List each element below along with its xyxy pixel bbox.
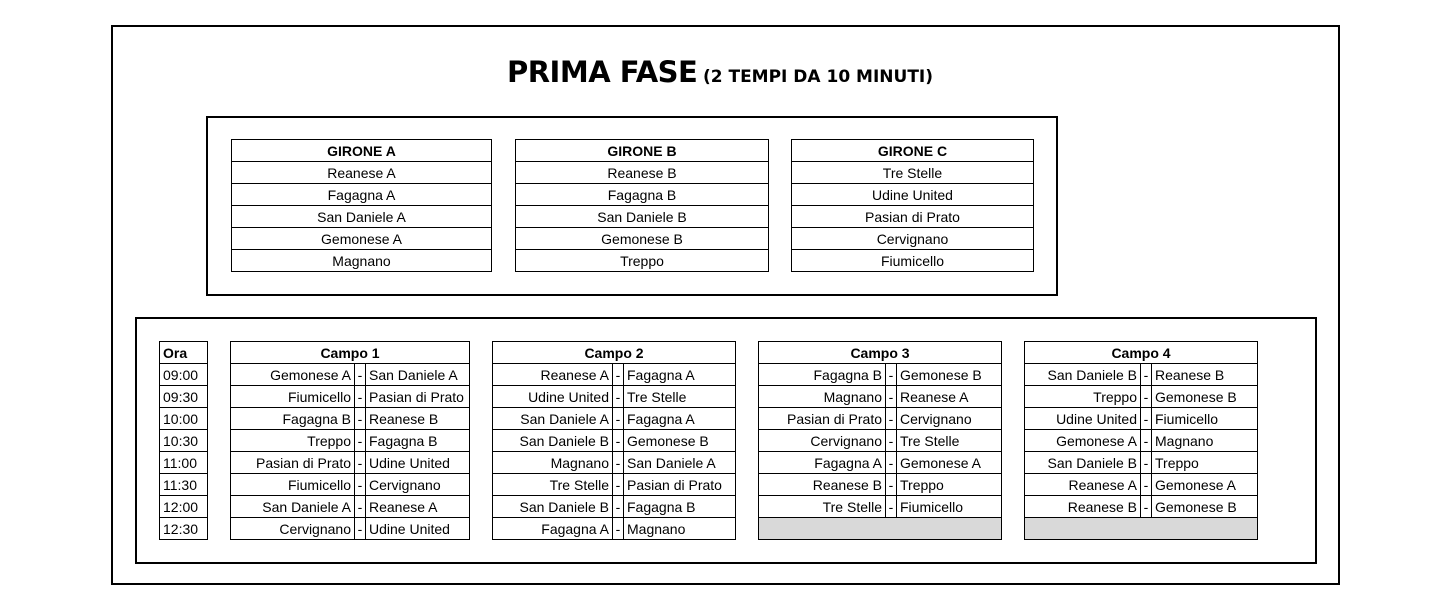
schedule-row — [160, 518, 1258, 540]
home-team: San Daniele B — [493, 496, 613, 518]
home-team: Reanese A — [493, 364, 613, 386]
match-separator: - — [1141, 452, 1152, 474]
home-team: Reanese B — [759, 474, 886, 496]
match-separator: - — [613, 386, 624, 408]
match-separator: - — [613, 474, 624, 496]
home-team: Pasian di Prato — [231, 452, 355, 474]
away-team: Gemonese B — [624, 430, 736, 452]
ora-header: Ora — [160, 342, 208, 364]
match-separator: - — [355, 496, 366, 518]
home-team: Pasian di Prato — [759, 408, 886, 430]
away-team: Cervignano — [897, 408, 1002, 430]
schedule-row — [160, 430, 1258, 452]
home-team: San Daniele B — [493, 430, 613, 452]
title-sub: (2 TEMPI DA 10 MINUTI) — [702, 67, 934, 87]
away-team: Fagagna B — [366, 430, 470, 452]
time-cell: 11:30 — [160, 474, 208, 496]
match-separator: - — [355, 408, 366, 430]
away-team: Fiumicello — [1152, 408, 1258, 430]
time-cell: 12:30 — [160, 518, 208, 540]
team-cell: San Daniele B — [516, 206, 769, 228]
away-team: Pasian di Prato — [366, 386, 470, 408]
away-team: Fagagna B — [624, 496, 736, 518]
match-separator: - — [613, 408, 624, 430]
match-separator: - — [886, 474, 897, 496]
title-main: PRIMA FASE — [506, 55, 698, 89]
home-team: Fiumicello — [231, 474, 355, 496]
team-cell: Tre Stelle — [792, 162, 1034, 184]
match-separator: - — [613, 364, 624, 386]
away-team: Treppo — [897, 474, 1002, 496]
time-cell: 10:00 — [160, 408, 208, 430]
away-team: Fiumicello — [897, 496, 1002, 518]
match-separator: - — [1141, 474, 1152, 496]
match-separator: - — [613, 452, 624, 474]
match-separator: - — [886, 430, 897, 452]
team-cell: San Daniele A — [232, 206, 492, 228]
home-team: Cervignano — [759, 430, 886, 452]
away-team: Magnano — [624, 518, 736, 540]
girone-table — [231, 139, 492, 272]
match-separator: - — [886, 408, 897, 430]
match-separator: - — [355, 430, 366, 452]
home-team: Fiumicello — [231, 386, 355, 408]
home-team: Fagagna B — [231, 408, 355, 430]
home-team: Fagagna A — [759, 452, 886, 474]
match-separator: - — [613, 430, 624, 452]
match-separator: - — [355, 518, 366, 540]
team-cell: Fagagna A — [232, 184, 492, 206]
schedule-table — [159, 341, 1258, 540]
empty-slot — [759, 518, 1002, 540]
home-team: Treppo — [231, 430, 355, 452]
girone-title: GIRONE B — [516, 140, 769, 162]
match-separator: - — [886, 452, 897, 474]
home-team: Tre Stelle — [759, 496, 886, 518]
team-cell: Fiumicello — [792, 250, 1034, 272]
away-team: Gemonese A — [1152, 474, 1258, 496]
page-title — [0, 55, 1440, 89]
home-team: Treppo — [1025, 386, 1141, 408]
match-separator: - — [355, 474, 366, 496]
home-team: Udine United — [493, 386, 613, 408]
team-cell: Fagagna B — [516, 184, 769, 206]
match-separator: - — [1141, 408, 1152, 430]
away-team: San Daniele A — [366, 364, 470, 386]
home-team: Reanese B — [1025, 496, 1141, 518]
match-separator: - — [1141, 496, 1152, 518]
away-team: Magnano — [1152, 430, 1258, 452]
team-cell: Gemonese B — [516, 228, 769, 250]
home-team: Fagagna B — [759, 364, 886, 386]
away-team: Reanese B — [1152, 364, 1258, 386]
away-team: Fagagna A — [624, 408, 736, 430]
schedule-row — [160, 496, 1258, 518]
home-team: Tre Stelle — [493, 474, 613, 496]
empty-slot — [1025, 518, 1258, 540]
match-separator: - — [613, 496, 624, 518]
schedule-row — [160, 452, 1258, 474]
team-cell: Magnano — [232, 250, 492, 272]
campo-4-header: Campo 4 — [1025, 342, 1258, 364]
away-team: Udine United — [366, 452, 470, 474]
away-team: Tre Stelle — [897, 430, 1002, 452]
schedule-row — [160, 364, 1258, 386]
match-separator: - — [1141, 430, 1152, 452]
match-separator: - — [1141, 386, 1152, 408]
away-team: Fagagna A — [624, 364, 736, 386]
home-team: Magnano — [759, 386, 886, 408]
home-team: Magnano — [493, 452, 613, 474]
away-team: Treppo — [1152, 452, 1258, 474]
match-separator: - — [886, 364, 897, 386]
campo-1-header: Campo 1 — [231, 342, 470, 364]
match-separator: - — [886, 496, 897, 518]
away-team: Gemonese B — [1152, 386, 1258, 408]
team-cell: Reanese A — [232, 162, 492, 184]
girone-table — [515, 139, 769, 272]
home-team: Cervignano — [231, 518, 355, 540]
time-cell: 12:00 — [160, 496, 208, 518]
schedule-row — [160, 386, 1258, 408]
home-team: Gemonese A — [1025, 430, 1141, 452]
time-cell: 09:30 — [160, 386, 208, 408]
away-team: Gemonese B — [897, 364, 1002, 386]
schedule-row — [160, 474, 1258, 496]
girone-title: GIRONE C — [792, 140, 1034, 162]
away-team: San Daniele A — [624, 452, 736, 474]
match-separator: - — [355, 364, 366, 386]
away-team: Reanese A — [366, 496, 470, 518]
match-separator: - — [355, 386, 366, 408]
team-cell: Treppo — [516, 250, 769, 272]
away-team: Reanese B — [366, 408, 470, 430]
home-team: San Daniele B — [1025, 364, 1141, 386]
away-team: Tre Stelle — [624, 386, 736, 408]
time-cell: 10:30 — [160, 430, 208, 452]
team-cell: Udine United — [792, 184, 1034, 206]
away-team: Pasian di Prato — [624, 474, 736, 496]
away-team: Reanese A — [897, 386, 1002, 408]
campo-2-header: Campo 2 — [493, 342, 736, 364]
home-team: Udine United — [1025, 408, 1141, 430]
home-team: Fagagna A — [493, 518, 613, 540]
time-cell: 09:00 — [160, 364, 208, 386]
team-cell: Pasian di Prato — [792, 206, 1034, 228]
home-team: Reanese A — [1025, 474, 1141, 496]
away-team: Gemonese A — [897, 452, 1002, 474]
match-separator: - — [613, 518, 624, 540]
home-team: Gemonese A — [231, 364, 355, 386]
home-team: San Daniele A — [493, 408, 613, 430]
away-team: Gemonese B — [1152, 496, 1258, 518]
time-cell: 11:00 — [160, 452, 208, 474]
away-team: Udine United — [366, 518, 470, 540]
team-cell: Cervignano — [792, 228, 1034, 250]
schedule-row — [160, 408, 1258, 430]
home-team: San Daniele B — [1025, 452, 1141, 474]
girone-title: GIRONE A — [232, 140, 492, 162]
home-team: San Daniele A — [231, 496, 355, 518]
match-separator: - — [355, 452, 366, 474]
match-separator: - — [1141, 364, 1152, 386]
team-cell: Gemonese A — [232, 228, 492, 250]
girone-table — [791, 139, 1034, 272]
team-cell: Reanese B — [516, 162, 769, 184]
campo-3-header: Campo 3 — [759, 342, 1002, 364]
match-separator: - — [886, 386, 897, 408]
away-team: Cervignano — [366, 474, 470, 496]
